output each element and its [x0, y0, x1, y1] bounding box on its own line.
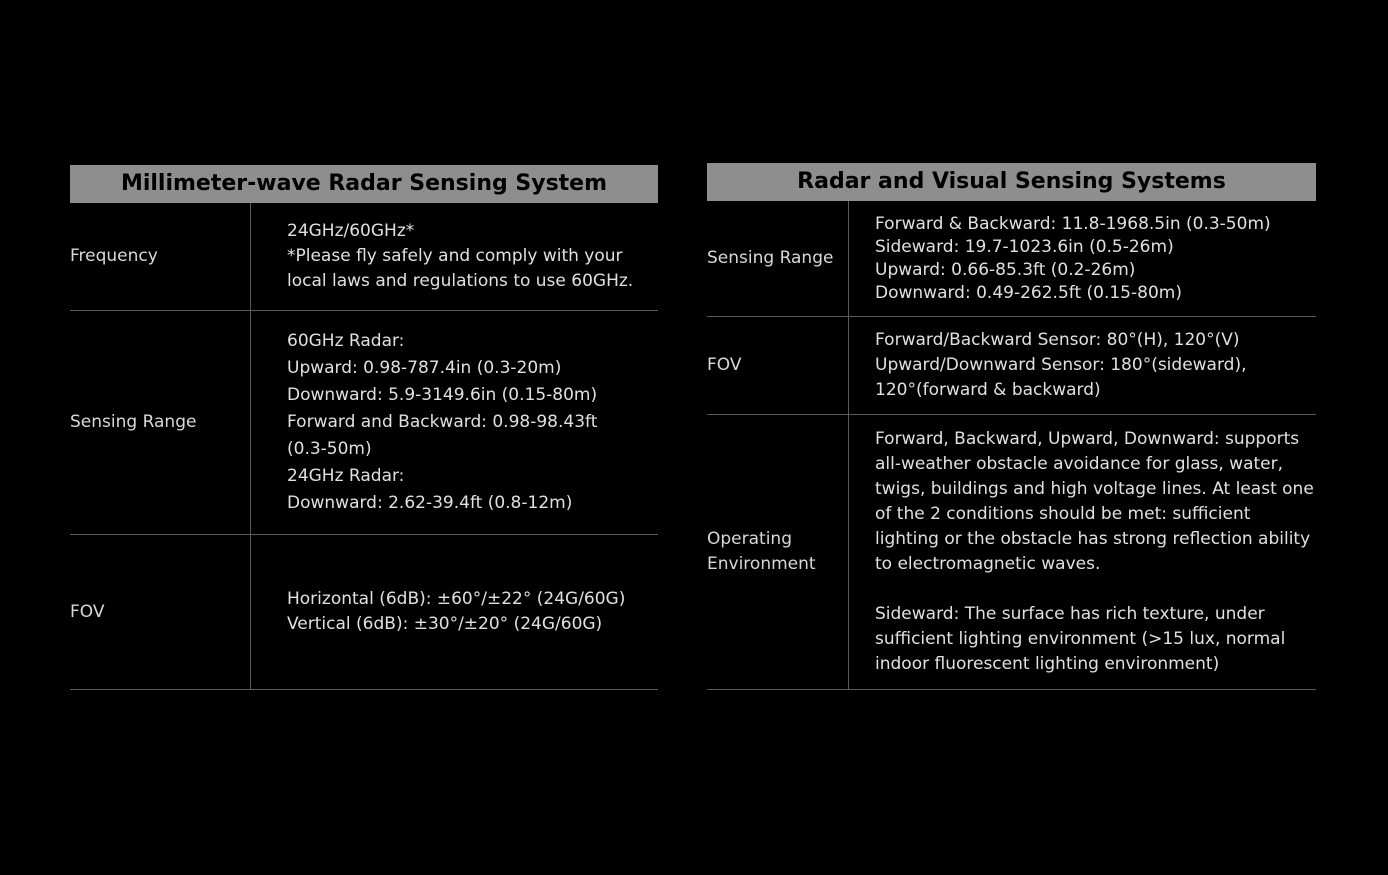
value-line: Horizontal (6dB): ±60°/±22° (24G/60G)	[287, 589, 626, 609]
row-value-operating-environment	[849, 415, 1316, 689]
radar-spec-table	[70, 165, 658, 690]
row-label-frequency: Frequency	[70, 203, 251, 310]
row-value-sensing-range	[849, 201, 1316, 316]
row-value-fov	[849, 317, 1316, 414]
value-line: 120°(forward & backward)	[875, 380, 1101, 400]
value-line: Vertical (6dB): ±30°/±20° (24G/60G)	[287, 614, 603, 634]
row-value-sensing-range	[251, 311, 658, 534]
label-line: Operating	[707, 529, 792, 549]
radar-table-title: Millimeter-wave Radar Sensing System	[70, 165, 658, 203]
row-value-frequency	[251, 203, 658, 310]
table-row	[70, 311, 658, 535]
value-line: of the 2 conditions should be met: sufficient	[875, 504, 1251, 524]
table-row	[707, 415, 1316, 690]
visual-table-title: Radar and Visual Sensing Systems	[707, 163, 1316, 201]
table-row	[707, 317, 1316, 415]
value-line: sufficient lighting environment (>15 lux, normal	[875, 629, 1286, 649]
value-line: Upward: 0.98-787.4in (0.3-20m)	[287, 358, 562, 378]
value-line: lighting or the obstacle has strong reflection ability	[875, 529, 1311, 549]
value-line: 60GHz Radar:	[287, 331, 405, 351]
row-label-fov: FOV	[70, 535, 251, 689]
row-label-fov: FOV	[707, 317, 849, 414]
value-line: local laws and regulations to use 60GHz.	[287, 271, 634, 291]
value-line: to electromagnetic waves.	[875, 554, 1101, 574]
value-line: *Please fly safely and comply with your	[287, 246, 623, 266]
label-line: Environment	[707, 554, 816, 574]
value-line: Sideward: 19.7-1023.6in (0.5-26m)	[875, 236, 1174, 257]
value-line: Forward, Backward, Upward, Downward: supports	[875, 429, 1300, 449]
table-row	[70, 535, 658, 690]
value-line: Forward and Backward: 0.98-98.43ft	[287, 412, 598, 432]
value-line: Sideward: The surface has rich texture, under	[875, 604, 1265, 624]
table-row	[70, 203, 658, 311]
value-line: Forward/Backward Sensor: 80°(H), 120°(V)	[875, 330, 1240, 350]
row-label-sensing-range: Sensing Range	[707, 201, 849, 316]
value-line: Upward/Downward Sensor: 180°(sideward),	[875, 355, 1247, 375]
row-label-operating-environment	[707, 415, 849, 689]
value-line: 24GHz/60GHz*	[287, 221, 415, 241]
value-line: Forward & Backward: 11.8-1968.5in (0.3-50m)	[875, 213, 1271, 234]
row-value-fov	[251, 535, 658, 689]
value-line: twigs, buildings and high voltage lines. At least one	[875, 479, 1314, 499]
visual-spec-table	[707, 163, 1316, 690]
row-label-sensing-range: Sensing Range	[70, 311, 251, 534]
value-line: Upward: 0.66-85.3ft (0.2-26m)	[875, 259, 1136, 280]
table-row	[707, 201, 1316, 317]
value-line: all-weather obstacle avoidance for glass, water,	[875, 454, 1283, 474]
value-line: (0.3-50m)	[287, 439, 372, 459]
value-line: Downward: 5.9-3149.6in (0.15-80m)	[287, 385, 598, 405]
value-line: Downward: 0.49-262.5ft (0.15-80m)	[875, 282, 1182, 303]
value-line: 24GHz Radar:	[287, 466, 405, 486]
value-line: indoor fluorescent lighting environment)	[875, 654, 1220, 674]
value-line: Downward: 2.62-39.4ft (0.8-12m)	[287, 493, 573, 513]
